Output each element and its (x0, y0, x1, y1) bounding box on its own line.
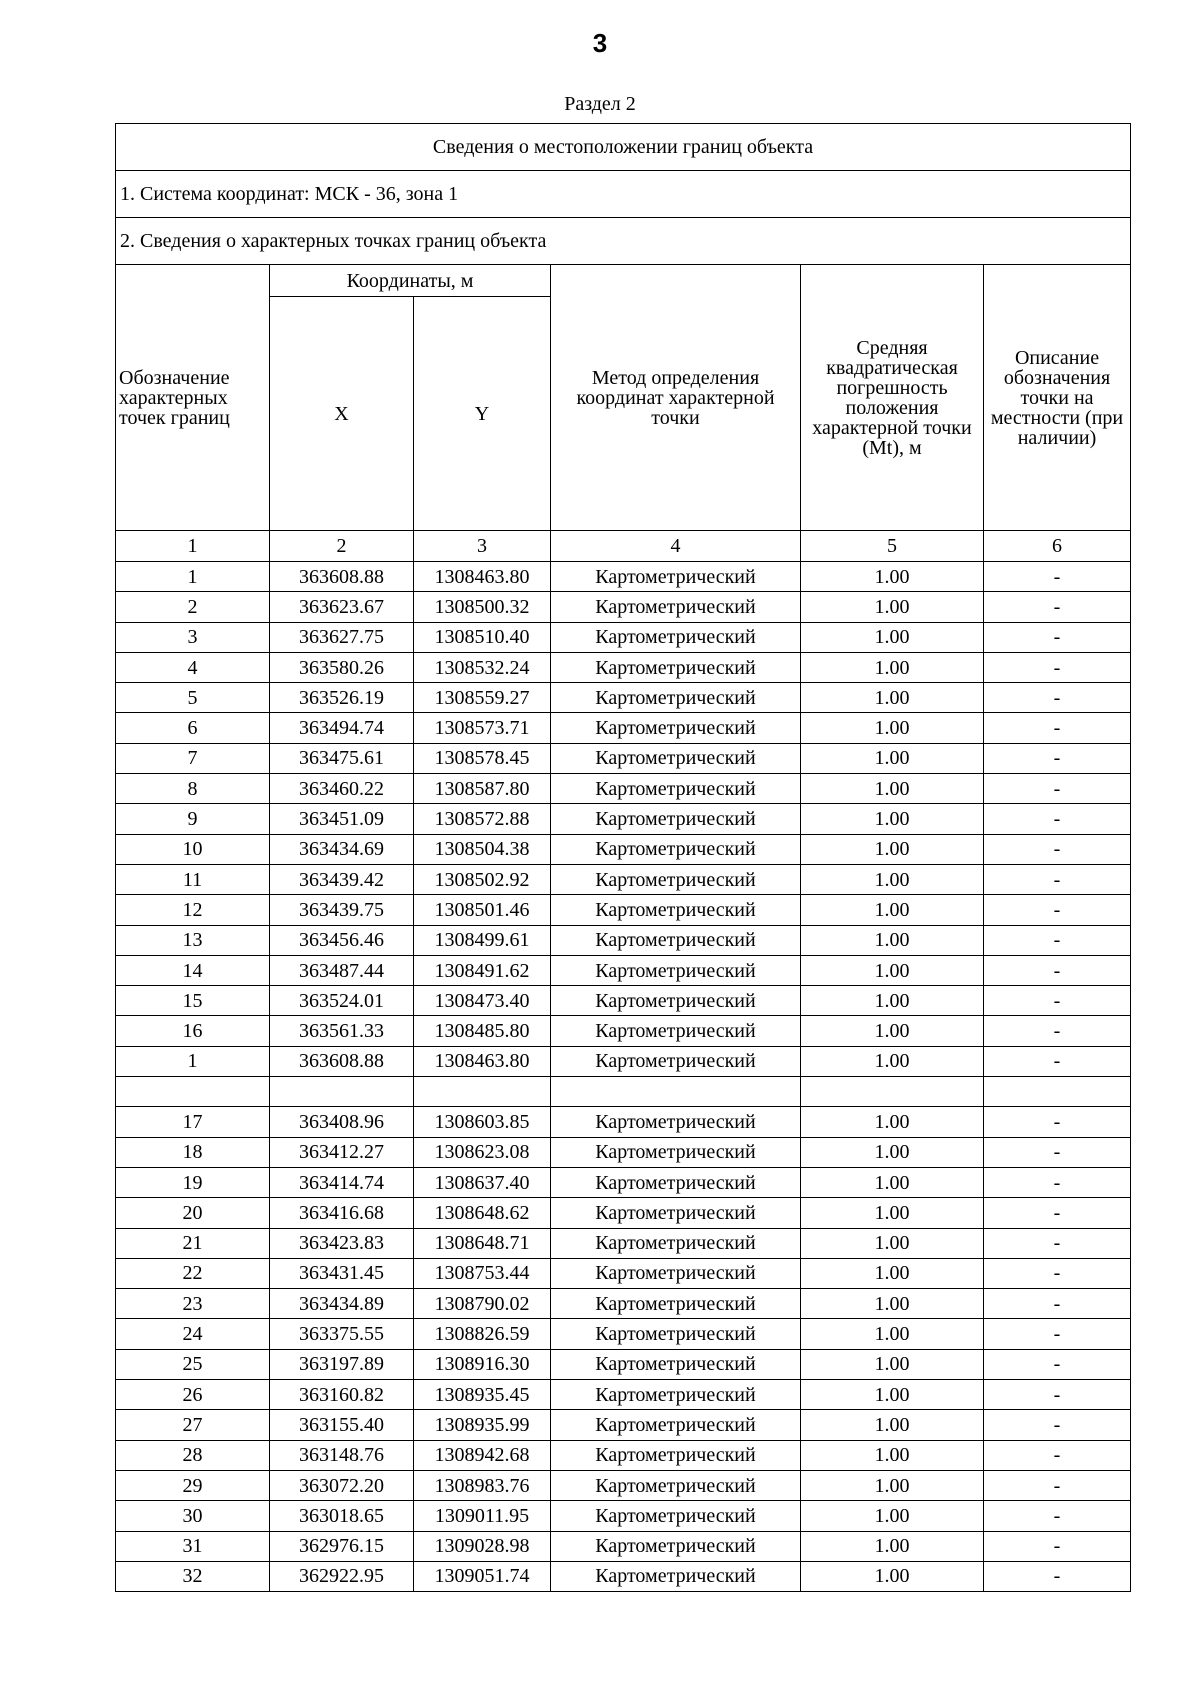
accuracy-cell: 1.00 (801, 925, 984, 955)
point-number-cell: 2 (116, 592, 270, 622)
accuracy-cell: 1.00 (801, 1198, 984, 1228)
header-designation: Обозначение характерных точек границ (116, 265, 270, 531)
x-coordinate-cell: 363412.27 (270, 1137, 414, 1167)
description-cell: - (984, 1349, 1131, 1379)
y-coordinate-cell: 1308573.71 (414, 713, 551, 743)
method-cell: Картометрический (551, 895, 801, 925)
x-coordinate-cell: 363608.88 (270, 562, 414, 592)
x-coordinate-cell: 363487.44 (270, 955, 414, 985)
table-title: Сведения о местоположении границ объекта (116, 124, 1131, 171)
description-cell: - (984, 1561, 1131, 1591)
description-cell: - (984, 652, 1131, 682)
x-coordinate-cell: 363627.75 (270, 622, 414, 652)
point-number-cell: 5 (116, 683, 270, 713)
accuracy-cell: 1.00 (801, 1470, 984, 1500)
table-header (116, 124, 1131, 562)
table-row (116, 986, 1131, 1016)
y-coordinate-cell: 1309051.74 (414, 1561, 551, 1591)
point-number-cell: 13 (116, 925, 270, 955)
accuracy-cell: 1.00 (801, 1501, 984, 1531)
table-row (116, 1107, 1131, 1137)
coordinate-system: 1. Система координат: МСК - 36, зона 1 (116, 171, 1131, 218)
description-cell: - (984, 1289, 1131, 1319)
accuracy-cell: 1.00 (801, 955, 984, 985)
y-coordinate-cell: 1308532.24 (414, 652, 551, 682)
method-cell: Картометрический (551, 1349, 801, 1379)
point-number-cell: 19 (116, 1167, 270, 1197)
column-number: 6 (984, 531, 1131, 562)
y-coordinate-cell: 1308499.61 (414, 925, 551, 955)
header-x: X (270, 297, 414, 531)
point-number-cell: 16 (116, 1016, 270, 1046)
table-body (116, 562, 1131, 1592)
y-coordinate-cell: 1308559.27 (414, 683, 551, 713)
point-number-cell: 30 (116, 1501, 270, 1531)
x-coordinate-cell: 363460.22 (270, 774, 414, 804)
table-row (116, 864, 1131, 894)
description-cell: - (984, 834, 1131, 864)
y-coordinate-cell: 1308935.99 (414, 1410, 551, 1440)
description-cell (984, 1077, 1131, 1107)
table-row (116, 1380, 1131, 1410)
x-coordinate-cell: 363375.55 (270, 1319, 414, 1349)
table-row (116, 1228, 1131, 1258)
method-cell: Картометрический (551, 1470, 801, 1500)
table-row (116, 1258, 1131, 1288)
y-coordinate-cell: 1308491.62 (414, 955, 551, 985)
description-cell: - (984, 1501, 1131, 1531)
point-number-cell: 15 (116, 986, 270, 1016)
table-row (116, 1470, 1131, 1500)
accuracy-cell: 1.00 (801, 1410, 984, 1440)
header-description: Описание обозначения точки на местности (при наличии) (984, 265, 1131, 531)
accuracy-cell: 1.00 (801, 986, 984, 1016)
description-cell: - (984, 895, 1131, 925)
y-coordinate-cell: 1308753.44 (414, 1258, 551, 1288)
point-number-cell: 20 (116, 1198, 270, 1228)
x-coordinate-cell: 363434.89 (270, 1289, 414, 1319)
description-cell: - (984, 1198, 1131, 1228)
x-coordinate-cell: 363018.65 (270, 1501, 414, 1531)
header-y: Y (414, 297, 551, 531)
table-row (116, 1319, 1131, 1349)
description-cell: - (984, 1380, 1131, 1410)
accuracy-cell: 1.00 (801, 713, 984, 743)
x-coordinate-cell: 363148.76 (270, 1440, 414, 1470)
accuracy-cell: 1.00 (801, 1531, 984, 1561)
accuracy-cell: 1.00 (801, 1228, 984, 1258)
x-coordinate-cell: 363160.82 (270, 1380, 414, 1410)
x-coordinate-cell: 363608.88 (270, 1046, 414, 1076)
y-coordinate-cell (414, 1077, 551, 1107)
accuracy-cell: 1.00 (801, 1137, 984, 1167)
x-coordinate-cell: 363561.33 (270, 1016, 414, 1046)
point-number-cell: 3 (116, 622, 270, 652)
method-cell: Картометрический (551, 592, 801, 622)
accuracy-cell: 1.00 (801, 1258, 984, 1288)
y-coordinate-cell: 1308578.45 (414, 743, 551, 773)
method-cell: Картометрический (551, 1440, 801, 1470)
method-cell: Картометрический (551, 1561, 801, 1591)
accuracy-cell (801, 1077, 984, 1107)
description-cell: - (984, 1228, 1131, 1258)
table-row (116, 592, 1131, 622)
description-cell: - (984, 713, 1131, 743)
column-number: 3 (414, 531, 551, 562)
x-coordinate-cell: 363155.40 (270, 1410, 414, 1440)
description-cell: - (984, 1046, 1131, 1076)
description-cell: - (984, 1167, 1131, 1197)
description-cell: - (984, 1470, 1131, 1500)
table-row (116, 1561, 1131, 1591)
point-number-cell: 8 (116, 774, 270, 804)
point-number-cell: 23 (116, 1289, 270, 1319)
point-number-cell: 28 (116, 1440, 270, 1470)
description-cell: - (984, 1440, 1131, 1470)
point-number-cell: 4 (116, 652, 270, 682)
table-row (116, 1046, 1131, 1076)
method-cell: Картометрический (551, 925, 801, 955)
y-coordinate-cell: 1308603.85 (414, 1107, 551, 1137)
point-number-cell: 31 (116, 1531, 270, 1561)
y-coordinate-cell: 1308942.68 (414, 1440, 551, 1470)
y-coordinate-cell: 1308502.92 (414, 864, 551, 894)
table-row (116, 1289, 1131, 1319)
method-cell: Картометрический (551, 804, 801, 834)
table-row (116, 652, 1131, 682)
y-coordinate-cell: 1308500.32 (414, 592, 551, 622)
header-accuracy: Средняя квадратическая погрешность положения характерной точки (Mt), м (801, 265, 984, 531)
table-row (116, 1440, 1131, 1470)
point-number-cell: 12 (116, 895, 270, 925)
method-cell: Картометрический (551, 743, 801, 773)
point-number-cell: 14 (116, 955, 270, 985)
table-row (116, 1349, 1131, 1379)
x-coordinate-cell: 363072.20 (270, 1470, 414, 1500)
accuracy-cell: 1.00 (801, 592, 984, 622)
point-number-cell: 29 (116, 1470, 270, 1500)
description-cell: - (984, 622, 1131, 652)
y-coordinate-cell: 1308623.08 (414, 1137, 551, 1167)
description-cell: - (984, 1410, 1131, 1440)
table-row (116, 1167, 1131, 1197)
method-cell: Картометрический (551, 1046, 801, 1076)
x-coordinate-cell (270, 1077, 414, 1107)
point-number-cell: 6 (116, 713, 270, 743)
point-number-cell: 11 (116, 864, 270, 894)
header-method: Метод определения координат характерной точки (551, 265, 801, 531)
method-cell: Картометрический (551, 955, 801, 985)
method-cell: Картометрический (551, 1198, 801, 1228)
table-row (116, 683, 1131, 713)
description-cell: - (984, 1107, 1131, 1137)
table-row (116, 925, 1131, 955)
method-cell: Картометрический (551, 1107, 801, 1137)
section-label: Раздел 2 (564, 93, 636, 115)
description-cell: - (984, 925, 1131, 955)
method-cell: Картометрический (551, 1228, 801, 1258)
x-coordinate-cell: 362922.95 (270, 1561, 414, 1591)
table-row (116, 895, 1131, 925)
description-cell: - (984, 986, 1131, 1016)
y-coordinate-cell: 1309011.95 (414, 1501, 551, 1531)
y-coordinate-cell: 1308473.40 (414, 986, 551, 1016)
y-coordinate-cell: 1308510.40 (414, 622, 551, 652)
accuracy-cell: 1.00 (801, 774, 984, 804)
description-cell: - (984, 955, 1131, 985)
table-row (116, 1501, 1131, 1531)
x-coordinate-cell: 363580.26 (270, 652, 414, 682)
table-row (116, 713, 1131, 743)
y-coordinate-cell: 1308587.80 (414, 774, 551, 804)
x-coordinate-cell: 362976.15 (270, 1531, 414, 1561)
table-row (116, 743, 1131, 773)
y-coordinate-cell: 1308485.80 (414, 1016, 551, 1046)
point-number-cell: 26 (116, 1380, 270, 1410)
accuracy-cell: 1.00 (801, 1319, 984, 1349)
table-row (116, 955, 1131, 985)
column-number: 5 (801, 531, 984, 562)
y-coordinate-cell: 1308648.71 (414, 1228, 551, 1258)
method-cell: Картометрический (551, 1410, 801, 1440)
description-cell: - (984, 1016, 1131, 1046)
description-cell: - (984, 1531, 1131, 1561)
description-cell: - (984, 1258, 1131, 1288)
y-coordinate-cell: 1308790.02 (414, 1289, 551, 1319)
method-cell: Картометрический (551, 1531, 801, 1561)
method-cell: Картометрический (551, 1319, 801, 1349)
point-number-cell: 17 (116, 1107, 270, 1137)
y-coordinate-cell: 1308637.40 (414, 1167, 551, 1197)
method-cell: Картометрический (551, 834, 801, 864)
point-number-cell: 7 (116, 743, 270, 773)
accuracy-cell: 1.00 (801, 1167, 984, 1197)
x-coordinate-cell: 363475.61 (270, 743, 414, 773)
accuracy-cell: 1.00 (801, 1440, 984, 1470)
description-cell: - (984, 774, 1131, 804)
method-cell: Картометрический (551, 1380, 801, 1410)
accuracy-cell: 1.00 (801, 1561, 984, 1591)
accuracy-cell: 1.00 (801, 683, 984, 713)
x-coordinate-cell: 363431.45 (270, 1258, 414, 1288)
accuracy-cell: 1.00 (801, 834, 984, 864)
y-coordinate-cell: 1308463.80 (414, 562, 551, 592)
point-number-cell: 1 (116, 562, 270, 592)
point-number-cell: 24 (116, 1319, 270, 1349)
y-coordinate-cell: 1308572.88 (414, 804, 551, 834)
method-cell: Картометрический (551, 774, 801, 804)
y-coordinate-cell: 1308648.62 (414, 1198, 551, 1228)
table-row (116, 1198, 1131, 1228)
y-coordinate-cell: 1308501.46 (414, 895, 551, 925)
method-cell: Картометрический (551, 1289, 801, 1319)
accuracy-cell: 1.00 (801, 562, 984, 592)
description-cell: - (984, 804, 1131, 834)
method-cell: Картометрический (551, 652, 801, 682)
table-row (116, 562, 1131, 592)
table-row (116, 1531, 1131, 1561)
description-cell: - (984, 683, 1131, 713)
y-coordinate-cell: 1308916.30 (414, 1349, 551, 1379)
point-number-cell: 32 (116, 1561, 270, 1591)
column-number: 4 (551, 531, 801, 562)
point-number-cell: 25 (116, 1349, 270, 1379)
column-number: 1 (116, 531, 270, 562)
accuracy-cell: 1.00 (801, 1380, 984, 1410)
table-row (116, 804, 1131, 834)
method-cell: Картометрический (551, 1016, 801, 1046)
description-cell: - (984, 1319, 1131, 1349)
x-coordinate-cell: 363524.01 (270, 986, 414, 1016)
y-coordinate-cell: 1308463.80 (414, 1046, 551, 1076)
table-row (116, 1077, 1131, 1107)
x-coordinate-cell: 363439.42 (270, 864, 414, 894)
method-cell: Картометрический (551, 683, 801, 713)
x-coordinate-cell: 363439.75 (270, 895, 414, 925)
point-number-cell: 10 (116, 834, 270, 864)
accuracy-cell: 1.00 (801, 1016, 984, 1046)
accuracy-cell: 1.00 (801, 804, 984, 834)
y-coordinate-cell: 1308504.38 (414, 834, 551, 864)
description-cell: - (984, 592, 1131, 622)
x-coordinate-cell: 363434.69 (270, 834, 414, 864)
x-coordinate-cell: 363526.19 (270, 683, 414, 713)
point-number-cell (116, 1077, 270, 1107)
method-cell: Картометрический (551, 1167, 801, 1197)
method-cell: Картометрический (551, 1501, 801, 1531)
table-row (116, 1410, 1131, 1440)
x-coordinate-cell: 363408.96 (270, 1107, 414, 1137)
method-cell: Картометрический (551, 562, 801, 592)
x-coordinate-cell: 363451.09 (270, 804, 414, 834)
table-row (116, 622, 1131, 652)
method-cell: Картометрический (551, 1137, 801, 1167)
method-cell (551, 1077, 801, 1107)
accuracy-cell: 1.00 (801, 1289, 984, 1319)
x-coordinate-cell: 363423.83 (270, 1228, 414, 1258)
method-cell: Картометрический (551, 713, 801, 743)
table-row (116, 1016, 1131, 1046)
accuracy-cell: 1.00 (801, 743, 984, 773)
accuracy-cell: 1.00 (801, 1107, 984, 1137)
accuracy-cell: 1.00 (801, 864, 984, 894)
y-coordinate-cell: 1308935.45 (414, 1380, 551, 1410)
y-coordinate-cell: 1308826.59 (414, 1319, 551, 1349)
point-number-cell: 18 (116, 1137, 270, 1167)
accuracy-cell: 1.00 (801, 652, 984, 682)
page-number: 3 (592, 28, 608, 58)
point-number-cell: 21 (116, 1228, 270, 1258)
table-row (116, 834, 1131, 864)
table-row (116, 1137, 1131, 1167)
method-cell: Картометрический (551, 986, 801, 1016)
header-coordinates: Координаты, м (270, 265, 551, 297)
method-cell: Картометрический (551, 622, 801, 652)
description-cell: - (984, 562, 1131, 592)
table-row (116, 774, 1131, 804)
accuracy-cell: 1.00 (801, 1349, 984, 1379)
accuracy-cell: 1.00 (801, 1046, 984, 1076)
x-coordinate-cell: 363414.74 (270, 1167, 414, 1197)
x-coordinate-cell: 363456.46 (270, 925, 414, 955)
accuracy-cell: 1.00 (801, 895, 984, 925)
boundary-points-table (115, 123, 1131, 1592)
y-coordinate-cell: 1309028.98 (414, 1531, 551, 1561)
point-number-cell: 1 (116, 1046, 270, 1076)
column-number: 2 (270, 531, 414, 562)
x-coordinate-cell: 363416.68 (270, 1198, 414, 1228)
point-number-cell: 27 (116, 1410, 270, 1440)
accuracy-cell: 1.00 (801, 622, 984, 652)
point-number-cell: 22 (116, 1258, 270, 1288)
points-heading: 2. Сведения о характерных точках границ объекта (116, 218, 1131, 265)
x-coordinate-cell: 363494.74 (270, 713, 414, 743)
method-cell: Картометрический (551, 864, 801, 894)
x-coordinate-cell: 363197.89 (270, 1349, 414, 1379)
description-cell: - (984, 743, 1131, 773)
column-numbers-row (116, 531, 1131, 562)
y-coordinate-cell: 1308983.76 (414, 1470, 551, 1500)
x-coordinate-cell: 363623.67 (270, 592, 414, 622)
point-number-cell: 9 (116, 804, 270, 834)
description-cell: - (984, 864, 1131, 894)
description-cell: - (984, 1137, 1131, 1167)
method-cell: Картометрический (551, 1258, 801, 1288)
